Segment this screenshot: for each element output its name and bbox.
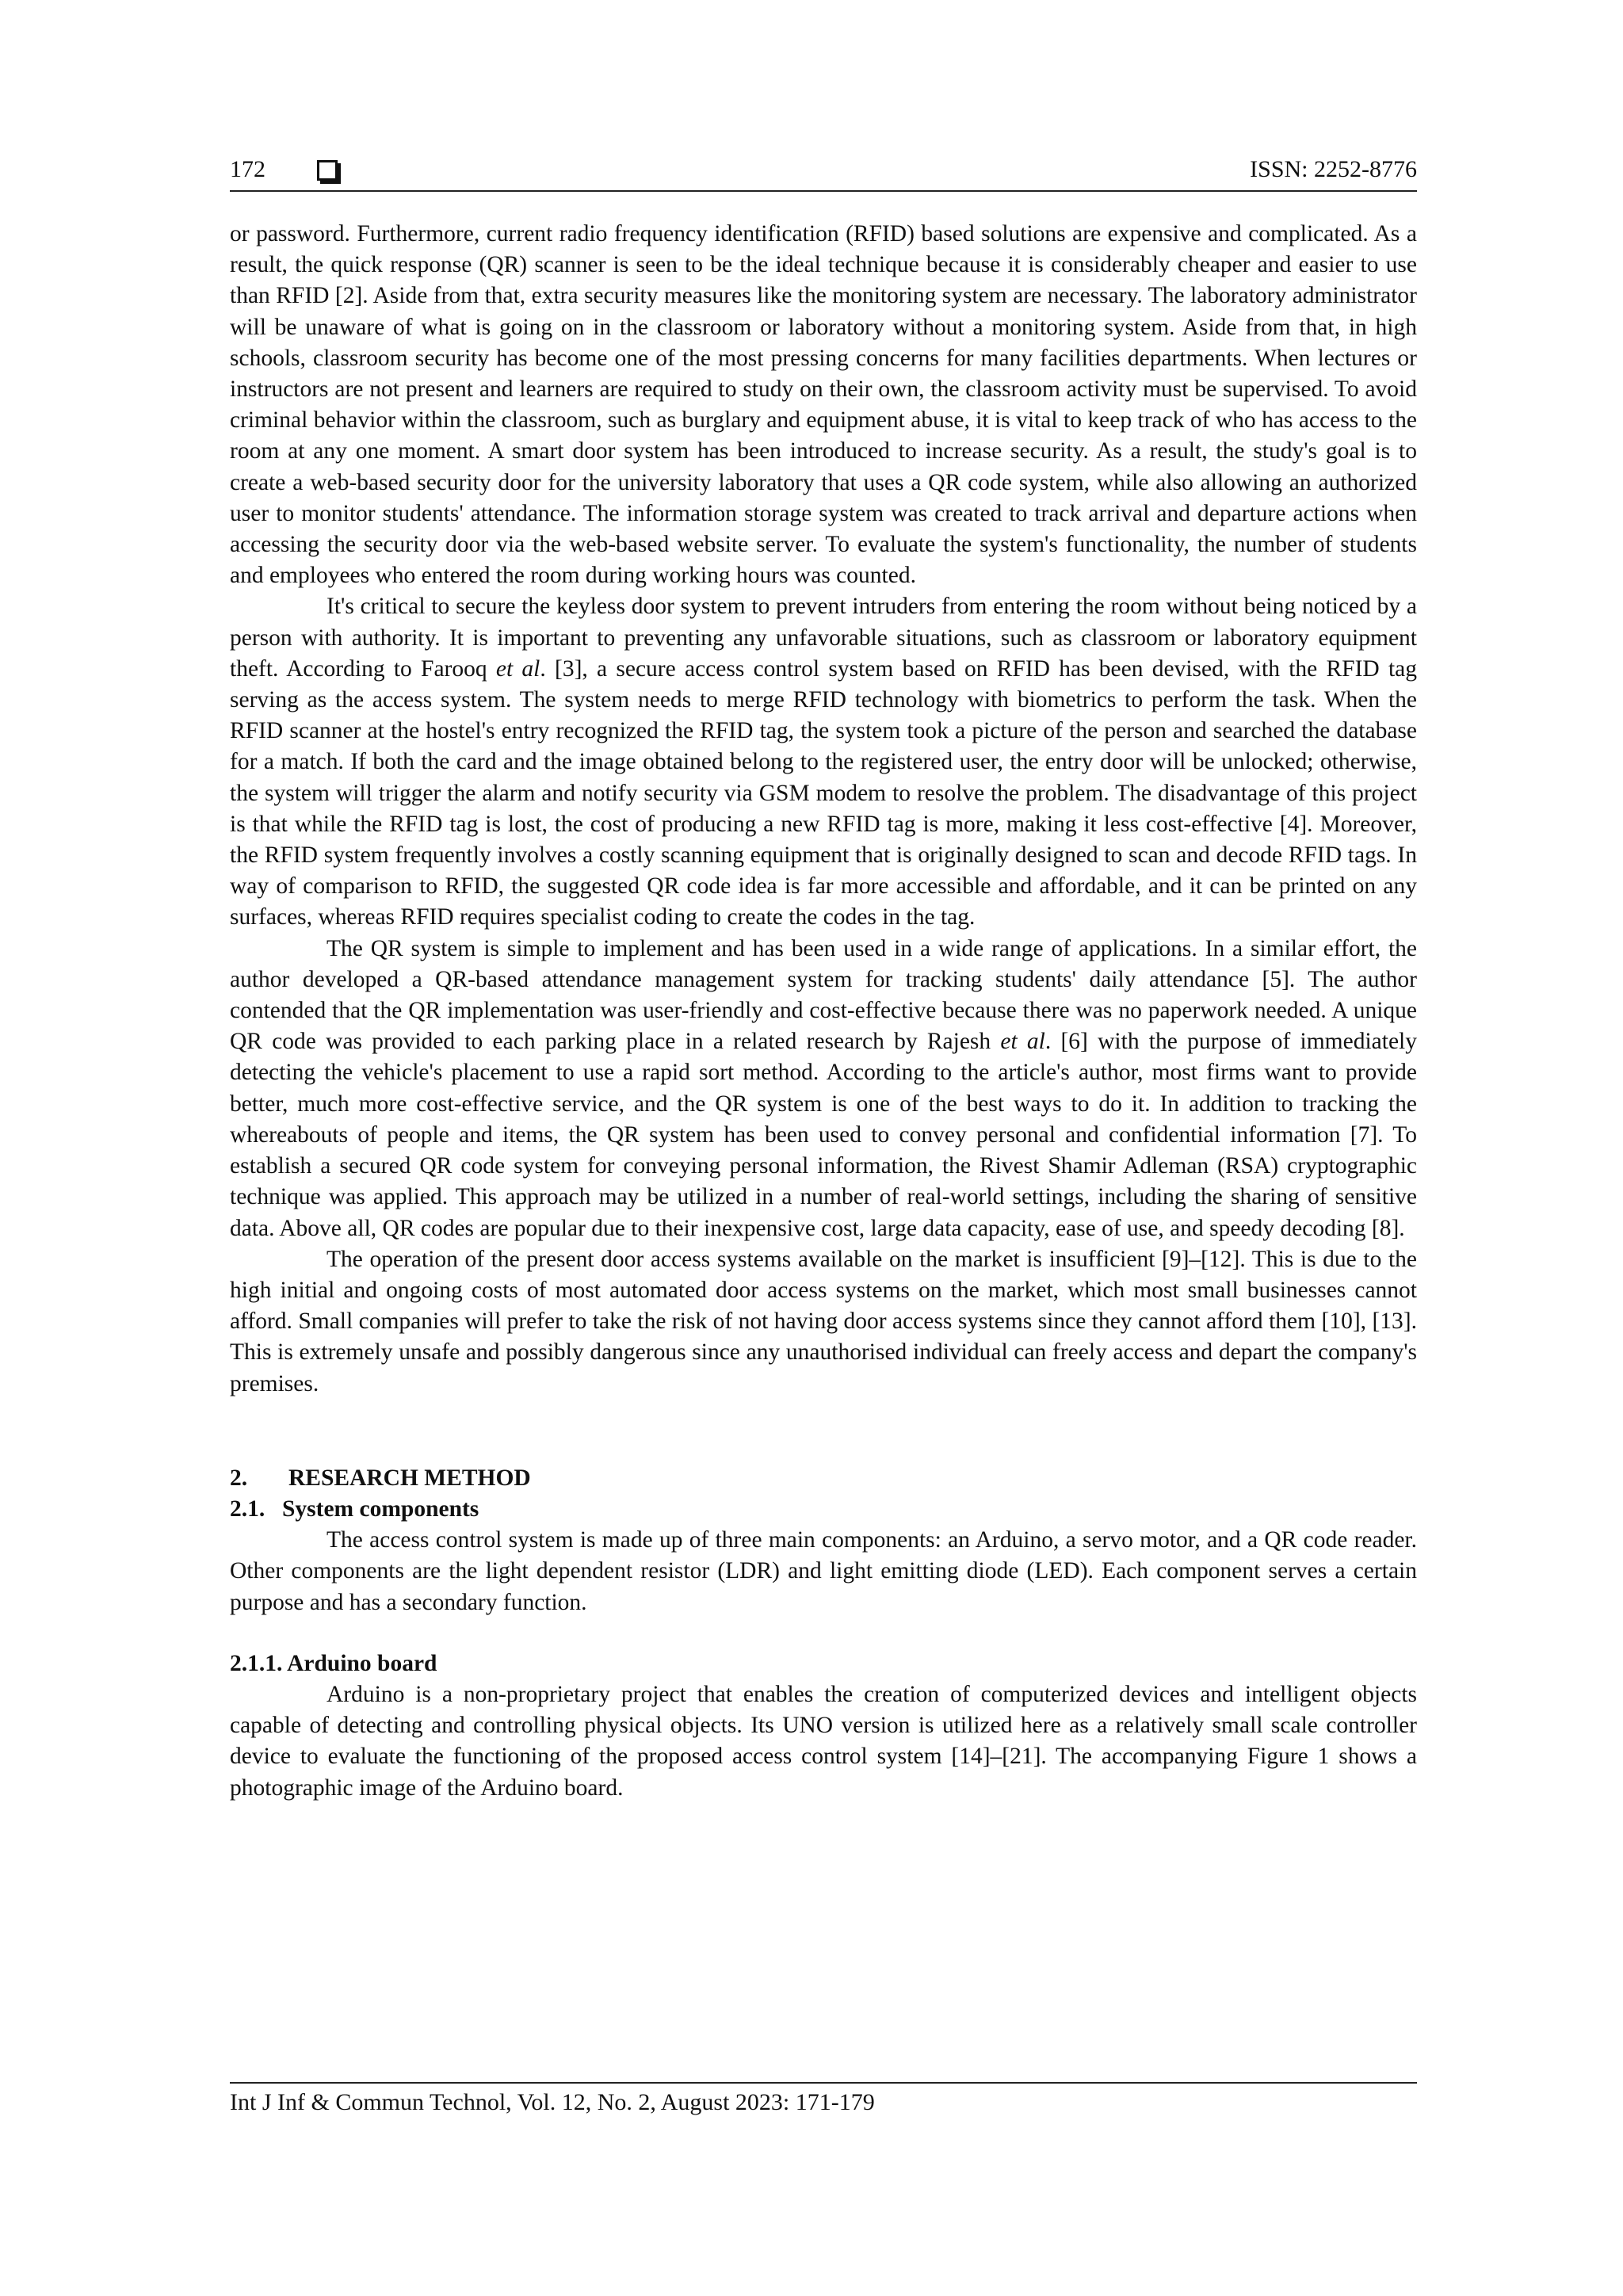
paragraph-2-text-a: It's critical to secure the keyless door system to prevent intruders from entering the room without being noticed by a person with authority. It is important to preventing any unfavorable situations, such as classroom or laboratory equipment theft. According to Farooq	[230, 594, 1417, 682]
issn-label: ISSN: 2252-8776	[1250, 156, 1417, 182]
paragraph-1: or password. Furthermore, current radio frequency identification (RFID) based solutions are expensive and complicated. As a result, the quick response (QR) scanner is seen to be the ideal technique because it is considerably cheaper and easier to use than RFID [2]. Aside from that, extra security measures like the monitoring system are necessary. The laboratory administrator will be unaware of what is going on in the classroom or laboratory without a monitoring system. Aside from that, in high schools, classroom security has become one of the most pressing concerns for many facilities departments. When lectures or instructors are not present and learners are required to study on their own, the classroom activity must be supervised. To avoid criminal behavior within the classroom, such as burglary and equipment abuse, it is vital to keep track of who has access to the room at any one moment. A smart door system has been introduced to increase security. As a result, the study's goal is to create a web-based security door for the university laboratory that uses a QR code system, while also allowing an authorized user to monitor students' attendance. The information storage system was created to track arrival and departure actions when accessing the security door via the web-based website server. To evaluate the system's functionality, the number of students and employees who entered the room during working hours was counted.	[230, 221, 1417, 589]
paragraph-2-text-b: . [3], a secure access control system based on RFID has been devised, with the RFID tag serving as the access system. The system needs to merge RFID technology with biometrics to perform the task. When the RFID scanner at the hostel's entry recognized the RFID tag, the system took a picture of the person and searched the database for a match. If both the card and the image obtained belong to the registered user, the entry door will be unlocked; otherwise, the system will trigger the alarm and notify security via GSM modem to resolve the problem. The disadvantage of this project is that while the RFID tag is lost, the cost of producing a new RFID tag is more, making it less cost-effective [4]. Moreover, the RFID system frequently involves a costly scanning equipment that is originally designed to scan and decode RFID tags. In way of comparison to RFID, the suggested QR code idea is far more accessible and affordable, and it can be printed on any surfaces, whereas RFID requires specialist coding to create the codes in the tag.	[230, 655, 1417, 930]
section-title: RESEARCH METHOD	[288, 1465, 531, 1491]
paragraph-3-text-a: The QR system is simple to implement and has been used in a wide range of applications. In a similar effort, the author developed a QR-based attendance management system for tracking students' daily attendance [5]. The author contended that the QR implementation was user-friendly and cost-effective because there was no paperwork needed. A unique QR code was provided to each parking place in a related research by Rajesh	[230, 935, 1417, 1055]
subsubsection-paragraph: Arduino is a non-proprietary project that enables the creation of computerized devices and intelligent objects capable of detecting and controlling physical objects. Its UNO version is utilized here as a relatively small scale controller device to evaluate the functioning of the proposed access control system [14]–[21]. The accompanying Figure 1 shows a photographic image of the Arduino board.	[230, 1681, 1417, 1801]
article-body	[230, 219, 1417, 1804]
paragraph-3	[230, 934, 1417, 1244]
paragraph-2	[230, 591, 1417, 933]
paragraph-3-text-b: . [6] with the purpose of immediately detecting the vehicle's placement to use a rapid sort method. According to the article's author, most firms want to provide better, much more cost-effective service, and the QR system is one of the best ways to do it. In addition to tracking the whereabouts of people and items, the QR system has been used to convey personal and confidential information [7]. To establish a secured QR code system for conveying personal information, the Rivest Shamir Adleman (RSA) cryptographic technique was applied. This approach may be utilized in a number of real-world settings, including the sharing of sensitive data. Above all, QR codes are popular due to their inexpensive cost, large data capacity, ease of use, and speedy decoding [8].	[230, 1029, 1417, 1241]
paragraph-3-et-al: et al	[1000, 1029, 1045, 1055]
subsubsection-heading: 2.1.1. Arduino board	[230, 1650, 437, 1676]
page-header	[230, 154, 1417, 192]
shadowed-box-icon	[317, 160, 338, 181]
paragraph-2-et-al: et al	[495, 655, 540, 682]
paragraph-4: The operation of the present door access systems available on the market is insufficient [9]–[12]. This is due to the high initial and ongoing costs of most automated door access systems on the market, which most small businesses cannot afford. Small companies will prefer to take the risk of not having door access systems since they cannot afford them [10], [13]. This is extremely unsafe and possibly dangerous since any unauthorised individual can freely access and depart the company's premises.	[230, 1246, 1417, 1396]
section-number: 2.	[230, 1465, 248, 1491]
footer-citation: Int J Inf & Commun Technol, Vol. 12, No. 2, August 2023: 171-179	[230, 2089, 875, 2115]
page-number: 172	[230, 156, 265, 182]
subsection-paragraph: The access control system is made up of three main components: an Arduino, a servo motor, and a QR code reader. Other components are the light dependent resistor (LDR) and light emitting diode (LED). Each component serves a certain purpose and has a secondary function.	[230, 1527, 1417, 1615]
subsection-heading	[230, 1494, 1417, 1525]
page-footer	[230, 2082, 1417, 2118]
subsection-title: System components	[282, 1496, 479, 1522]
subsection-number: 2.1.	[230, 1496, 265, 1522]
section-heading	[230, 1463, 1417, 1494]
